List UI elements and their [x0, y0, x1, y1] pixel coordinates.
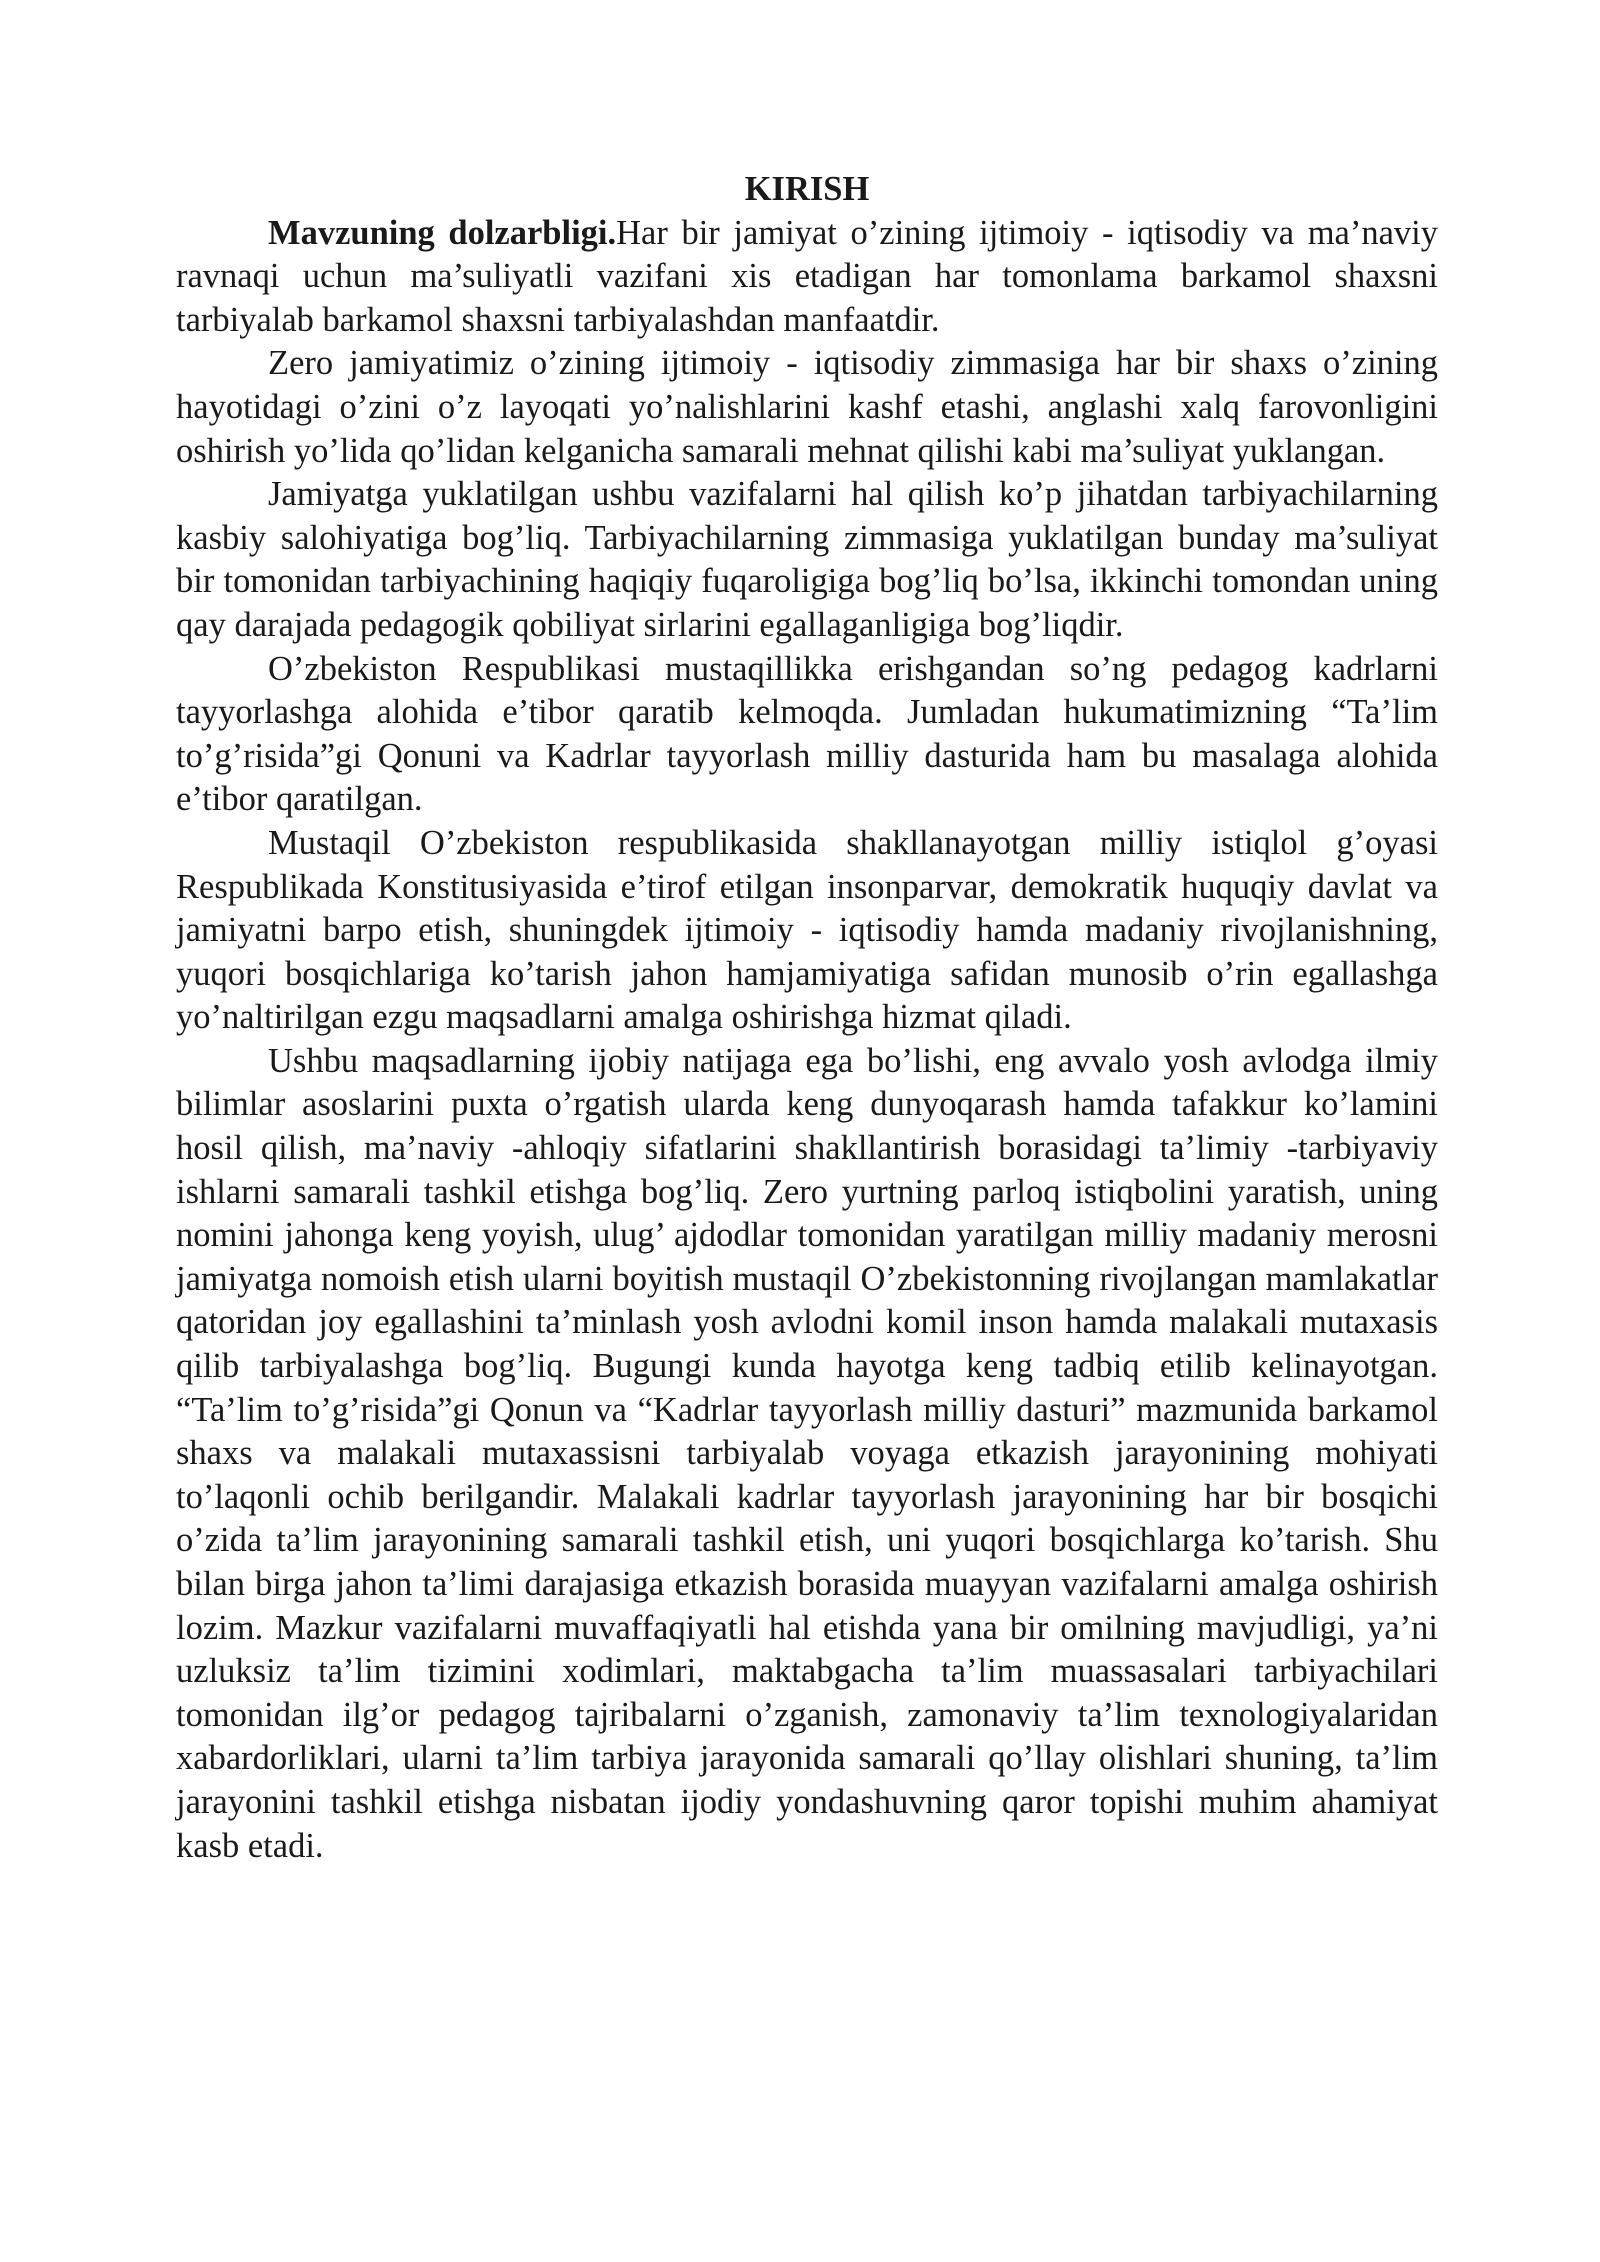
paragraph: Mustaqil O’zbekiston respublikasida shakllanayotgan milliy istiqlol g’oyasi Respublikada Konstitusiyasida e’tirof etilgan insonparvar, demokratik huquqiy davlat va jamiyatni barpo etish, shuningdek ijtimoiy - iqtisodiy hamda madaniy rivojlanishning, yuqori bosqichlariga ko’tarish jahon hamjamiyatiga safidan munosib o’rin egallashga yo’naltirilgan ezgu maqsadlarni amalga oshirishga hizmat qiladi. — [176, 823, 1438, 1037]
paragraph-relevance — [176, 212, 1438, 343]
paragraph: O’zbekiston Respublikasi mustaqillikka erishgandan so’ng pedagog kadrlarni tayyorlashga alohida e’tibor qaratib kelmoqda. Jumladan hukumatimizning “Ta’lim to’g’risida”gi Qonuni va Kadrlar tayyorlash milliy dasturida ham bu masalaga alohida e’tibor qaratilgan. — [176, 649, 1438, 819]
document-title: KIRISH — [744, 170, 870, 208]
paragraph: Ushbu maqsadlarning ijobiy natijaga ega bo’lishi, eng avvalo yosh avlodga ilmiy bilimlar asoslarini puxta o’rgatish ularda keng dunyoqarash hamda tafakkur ko’lamini hosil qilish, ma’naviy -ahloqiy sifatlarini shakllantirish borasidagi ta’limiy -tarbiyaviy ishlarni samarali tashkil etishga bog’liq. Zero yurtning parloq istiqbolini yaratish, uning nomini jahonga keng yoyish, ulug’ ajdodlar tomonidan yaratilgan milliy madaniy merosni jamiyatga nomoish etish ularni boyitish mustaqil O’zbekistonning rivojlangan mamlakatlar qatoridan joy egallashini ta’minlash yosh avlodni komil inson hamda malakali mutaxasis qilib tarbiyalashga bog’liq. Bugungi kunda hayotga keng tadbiq etilib kelinayotgan. “Ta’lim to’g’risida”gi Qonun va “Kadrlar tayyorlash milliy dasturi” mazmunida barkamol shaxs va malakali mutaxassisni tarbiyalab voyaga etkazish jarayonining mohiyati to’laqonli ochib berilgandir. Malakali kadrlar tayyorlash jarayonining har bir bosqichi o’zida ta’lim jarayonining samarali tashkil etish, uni yuqori bosqichlarga ko’tarish. Shu bilan birga jahon ta’limi darajasiga etkazish borasida muayyan vazifalarni amalga oshirish lozim. Mazkur vazifalarni muvaffaqiyatli hal etishda yana bir omilning mavjudligi, ya’ni uzluksiz ta’lim tizimini xodimlari, maktabgacha ta’lim muassasalari tarbiyachilari tomonidan ilg’or pedagog tajribalarni o’zganish, zamonaviy ta’lim texnologiyalaridan xabardorliklari, ularni ta’lim tarbiya jarayonida samarali qo’llay olishlari shuning, ta’lim jarayonini tashkil etishga nisbatan ijodiy yondashuvning qaror topishi muhim ahamiyat kasb etadi. — [176, 1041, 1438, 1865]
paragraph: Jamiyatga yuklatilgan ushbu vazifalarni hal qilish ko’p jihatdan tarbiyachilarning kasbiy salohiyatiga bog’liq. Tarbiyachilarning zimmasiga yuklatilgan bunday ma’suliyat bir tomonidan tarbiyachining haqiqiy fuqaroligiga bog’liq bo’lsa, ikkinchi tomondan uning qay darajada pedagogik qobiliyat sirlarini egallaganligiga bog’liqdir. — [176, 475, 1438, 644]
paragraph: Zero jamiyatimiz o’zining ijtimoiy - iqtisodiy zimmasiga har bir shaxs o’zining hayotidagi o’zini o’z layoqati yo’nalishlarini kashf etashi, anglashi xalq farovonligini oshirish yo’lida qo’lidan kelganicha samarali mehnat qilishi kabi ma’suliyat yuklangan. — [176, 344, 1438, 470]
document-page — [176, 168, 1438, 1868]
paragraph-lead-heading: Mavzuning dolzarbligi. — [268, 213, 617, 252]
paragraph-text: Har bir jamiyat o’zining ijtimoiy - iqtisodiy va ma’naviy ravnaqi uchun ma’suliyatli vazifani xis etadigan har tomonlama barkamol shaxsni tarbiyalab barkamol shaxsni tarbiyalashdan manfaatdir. — [176, 213, 1438, 339]
